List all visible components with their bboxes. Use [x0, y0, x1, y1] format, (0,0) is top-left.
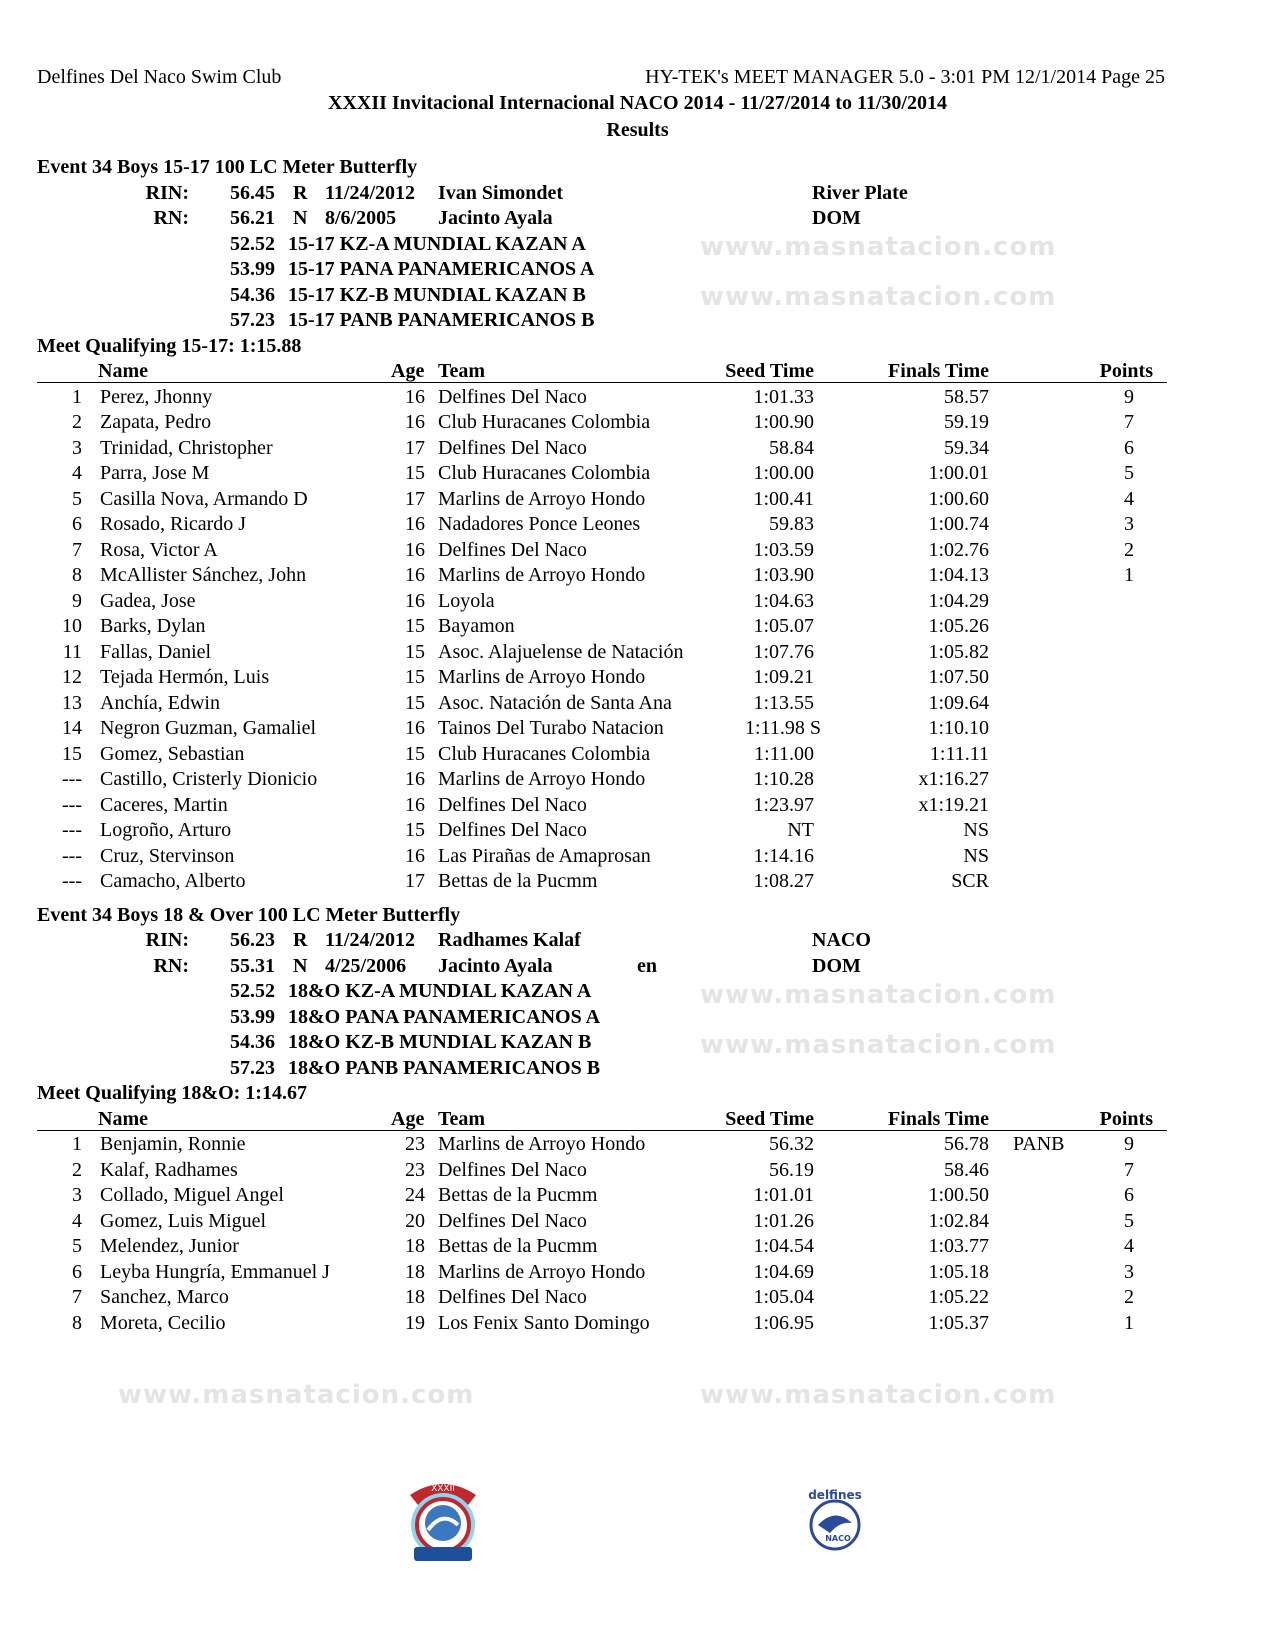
points: 7 [1124, 1158, 1134, 1181]
standard-desc: 18&O PANA PANAMERICANOS A [288, 1005, 601, 1028]
finals-time: 59.34 [944, 436, 989, 459]
swimmer-name: Kalaf, Radhames [100, 1158, 238, 1181]
swimmer-name: Casilla Nova, Armando D [100, 487, 308, 510]
swimmer-name: Perez, Jhonny [100, 385, 213, 408]
points: 1 [1124, 564, 1134, 586]
age: 18 [405, 1235, 425, 1257]
seed-time: 1:11.98 S [745, 717, 821, 739]
result-row [0, 1133, 1275, 1158]
seed-time: NT [787, 819, 814, 841]
finals-time: 1:07.50 [928, 666, 989, 688]
svg-text:delfines: delfines [808, 1488, 862, 1502]
record-holder: Radhames Kalaf [438, 929, 581, 951]
col-age: Age [391, 360, 425, 382]
finals-time: 1:04.13 [928, 564, 989, 586]
swimmer-name: Parra, Jose M [100, 462, 210, 484]
finals-time: 1:09.64 [928, 691, 989, 714]
team: Delfines Del Naco [438, 1286, 587, 1308]
age: 16 [405, 793, 425, 816]
swimmer-name: Negron Guzman, Gamaliel [100, 717, 317, 739]
age: 16 [405, 589, 425, 612]
result-row [0, 386, 1275, 411]
result-row [0, 666, 1275, 691]
result-row [0, 1286, 1275, 1311]
age: 17 [405, 436, 425, 459]
standard-desc: 15-17 PANA PANAMERICANOS A [288, 258, 595, 280]
record-team: NACO [812, 929, 871, 951]
finals-time: 1:04.29 [928, 589, 989, 612]
team: Delfines Del Naco [438, 436, 587, 459]
swimmer-name: Rosado, Ricardo J [100, 513, 247, 535]
age: 16 [405, 717, 425, 739]
place: 5 [72, 487, 82, 510]
result-row [0, 845, 1275, 870]
points: 6 [1124, 436, 1134, 459]
seed-time: 1:01.26 [753, 1209, 814, 1232]
place: 2 [72, 1158, 82, 1181]
place: 3 [72, 436, 82, 459]
result-row [0, 870, 1275, 895]
result-row [0, 743, 1275, 768]
age: 20 [405, 1209, 425, 1232]
age: 17 [405, 870, 425, 892]
place: 11 [62, 640, 82, 663]
result-row [0, 794, 1275, 819]
team: Bettas de la Pucmm [438, 870, 598, 892]
age: 15 [405, 462, 425, 484]
finals-time: 56.78 [944, 1133, 989, 1155]
finals-time: 1:00.74 [928, 513, 989, 535]
age: 23 [405, 1133, 425, 1155]
finals-time: 1:00.01 [928, 462, 989, 484]
finals-time: 1:11.11 [929, 742, 989, 765]
finals-time: NS [963, 819, 989, 841]
place: --- [62, 768, 82, 790]
swimmer-name: Gomez, Sebastian [100, 742, 245, 765]
swimmer-name: Caceres, Martin [100, 793, 228, 816]
points: 6 [1124, 1184, 1134, 1206]
age: 16 [405, 411, 425, 433]
finals-time: 1:02.84 [928, 1209, 989, 1232]
age: 15 [405, 615, 425, 637]
record-label: RN: [153, 207, 189, 229]
place: 1 [72, 1133, 82, 1155]
result-row [0, 513, 1275, 538]
seed-time: 1:03.90 [753, 564, 814, 586]
standard-time: 52.52 [230, 232, 275, 255]
swimmer-name: Sanchez, Marco [100, 1286, 229, 1308]
place: 4 [72, 1209, 82, 1232]
software-info: HY-TEK's MEET MANAGER 5.0 - 3:01 PM 12/1/2014 Page 25 [645, 66, 1165, 88]
standard-desc: 15-17 PANB PANAMERICANOS B [288, 309, 595, 331]
result-row [0, 488, 1275, 513]
result-row [0, 564, 1275, 589]
place: 6 [72, 1260, 82, 1283]
record-code: N [293, 207, 308, 229]
seed-time: 1:23.97 [753, 793, 814, 816]
result-row [0, 590, 1275, 615]
result-row [0, 539, 1275, 564]
team: Asoc. Alajuelense de Natación [438, 640, 684, 663]
place: 3 [72, 1184, 82, 1206]
points: 5 [1124, 462, 1134, 484]
points: 4 [1124, 1235, 1134, 1257]
swimmer-name: Collado, Miguel Angel [100, 1184, 284, 1206]
finals-time: 1:00.50 [928, 1184, 989, 1206]
team: Delfines Del Naco [438, 538, 587, 561]
seed-time: 1:01.33 [753, 385, 814, 408]
swimmer-name: Barks, Dylan [100, 615, 206, 637]
age: 16 [405, 844, 425, 867]
watermark: www.masnatacion.com [700, 282, 1057, 312]
record-time: 55.31 [230, 954, 275, 977]
result-row [0, 1312, 1275, 1337]
col-seed-time: Seed Time [725, 1107, 814, 1130]
finals-time: 58.46 [944, 1158, 989, 1181]
record-extra: en [637, 954, 657, 977]
team: Club Huracanes Colombia [438, 462, 651, 484]
col-points: Points [1099, 1107, 1153, 1130]
swimmer-name: Moreta, Cecilio [100, 1311, 226, 1334]
team: Club Huracanes Colombia [438, 411, 651, 433]
place: --- [62, 793, 82, 816]
seed-time: 1:14.16 [753, 844, 814, 867]
result-row [0, 1235, 1275, 1260]
age: 16 [405, 513, 425, 535]
finals-time: 1:05.37 [928, 1311, 989, 1334]
seed-time: 1:04.69 [753, 1260, 814, 1283]
swimmer-name: Gomez, Luis Miguel [100, 1209, 267, 1232]
record-code: N [293, 954, 308, 977]
team: Bettas de la Pucmm [438, 1235, 598, 1257]
seed-time: 1:06.95 [753, 1311, 814, 1334]
team: Club Huracanes Colombia [438, 742, 651, 765]
points: 4 [1124, 487, 1134, 510]
record-holder: Jacinto Ayala [438, 954, 553, 977]
swimmer-name: McAllister Sánchez, John [100, 564, 307, 586]
result-row [0, 1184, 1275, 1209]
place: 6 [72, 513, 82, 535]
finals-time: 1:00.60 [928, 487, 989, 510]
team: Delfines Del Naco [438, 793, 587, 816]
seed-time: 56.19 [769, 1158, 814, 1181]
record-date: 11/24/2012 [325, 929, 416, 951]
result-row [0, 1210, 1275, 1235]
result-row [0, 768, 1275, 793]
result-row [0, 641, 1275, 666]
finals-time: 1:02.76 [928, 538, 989, 561]
standard-time: 53.99 [230, 258, 275, 280]
standard-time: 52.52 [230, 980, 275, 1002]
meet-logo [398, 1475, 488, 1573]
finals-time: 1:05.82 [928, 640, 989, 663]
swimmer-name: Melendez, Junior [100, 1235, 239, 1257]
swimmer-name: Rosa, Victor A [100, 538, 218, 561]
swimmer-name: Trinidad, Christopher [100, 436, 273, 459]
seed-time: 1:01.01 [753, 1184, 814, 1206]
points: 7 [1124, 411, 1134, 433]
place: 10 [62, 615, 82, 637]
place: 14 [62, 717, 82, 739]
age: 16 [405, 564, 425, 586]
points: 9 [1124, 385, 1134, 408]
place: 7 [72, 1286, 82, 1308]
team: Asoc. Natación de Santa Ana [438, 691, 672, 714]
finals-time: NS [963, 844, 989, 867]
age: 23 [405, 1158, 425, 1181]
results-heading: Results [606, 119, 669, 141]
seed-time: 1:09.21 [753, 666, 814, 688]
team: Marlins de Arroyo Hondo [438, 564, 646, 586]
record-team: DOM [812, 207, 861, 229]
result-row [0, 1261, 1275, 1286]
seed-time: 1:03.59 [753, 538, 814, 561]
seed-time: 1:08.27 [753, 870, 814, 892]
swimmer-name: Camacho, Alberto [100, 870, 246, 892]
place: 15 [62, 742, 82, 765]
points: 9 [1124, 1133, 1134, 1155]
place: 9 [72, 589, 82, 612]
seed-time: 56.32 [769, 1133, 814, 1155]
age: 15 [405, 691, 425, 714]
place: --- [62, 844, 82, 867]
standard-desc: 15-17 KZ-B MUNDIAL KAZAN B [288, 283, 586, 306]
finals-time: 1:05.26 [928, 615, 989, 637]
record-time: 56.23 [230, 929, 275, 951]
record-date: 4/25/2006 [325, 954, 407, 977]
points: 2 [1124, 538, 1134, 561]
swimmer-name: Zapata, Pedro [100, 411, 212, 433]
record-time: 56.45 [230, 181, 275, 204]
team: Delfines Del Naco [438, 1209, 587, 1232]
col-points: Points [1099, 360, 1153, 382]
finals-time: x1:19.21 [918, 793, 989, 816]
seed-time: 1:10.28 [753, 768, 814, 790]
age: 15 [405, 666, 425, 688]
col-finals-time: Finals Time [888, 1107, 989, 1130]
record-code: R [293, 929, 308, 951]
team: Marlins de Arroyo Hondo [438, 1133, 646, 1155]
standard-time: 54.36 [230, 283, 275, 306]
place: --- [62, 819, 82, 841]
age: 15 [405, 819, 425, 841]
qualifying-time: Meet Qualifying 15-17: 1:15.88 [37, 334, 302, 357]
col-team: Team [438, 1107, 486, 1130]
result-row [0, 615, 1275, 640]
team: Marlins de Arroyo Hondo [438, 768, 646, 790]
age: 16 [405, 538, 425, 561]
swimmer-name: Castillo, Cristerly Dionicio [100, 768, 318, 790]
svg-text:NACO: NACO [825, 1534, 851, 1543]
swimmer-name: Logroño, Arturo [100, 819, 232, 841]
seed-time: 1:13.55 [753, 691, 814, 714]
place: 4 [72, 462, 82, 484]
finals-time: SCR [951, 870, 989, 892]
swimmer-name: Gadea, Jose [100, 589, 196, 612]
standard-desc: 15-17 KZ-A MUNDIAL KAZAN A [288, 232, 586, 255]
result-row [0, 462, 1275, 487]
standard-time: 54.36 [230, 1031, 275, 1053]
swimmer-name: Leyba Hungría, Emmanuel J [100, 1260, 330, 1283]
qualifying-time: Meet Qualifying 18&O: 1:14.67 [37, 1082, 307, 1104]
age: 18 [405, 1286, 425, 1308]
col-name: Name [98, 360, 148, 382]
record-team: DOM [812, 954, 861, 977]
finals-time: 1:10.10 [928, 717, 989, 739]
age: 15 [405, 640, 425, 663]
team: Nadadores Ponce Leones [438, 513, 641, 535]
record-label: RN: [153, 954, 189, 977]
result-row [0, 437, 1275, 462]
team: Tainos Del Turabo Natacion [438, 717, 664, 739]
record-time: 56.21 [230, 207, 275, 229]
place: 1 [72, 385, 82, 408]
record-team: River Plate [812, 181, 908, 204]
col-seed-time: Seed Time [725, 360, 814, 382]
team: Delfines Del Naco [438, 819, 587, 841]
place: 12 [62, 666, 82, 688]
team: Delfines Del Naco [438, 385, 587, 408]
seed-time: 1:05.07 [753, 615, 814, 637]
meet-title: XXXII Invitacional Internacional NACO 2014 - 11/27/2014 to 11/30/2014 [328, 92, 947, 114]
place: --- [62, 870, 82, 892]
team: Los Fenix Santo Domingo [438, 1311, 650, 1334]
col-name: Name [98, 1107, 148, 1130]
record-code: R [293, 181, 308, 204]
points: 3 [1124, 1260, 1134, 1283]
seed-time: 1:04.63 [753, 589, 814, 612]
col-age: Age [391, 1107, 425, 1130]
age: 16 [405, 768, 425, 790]
record-holder: Jacinto Ayala [438, 207, 553, 229]
record-label: RIN: [145, 929, 189, 951]
result-row [0, 1159, 1275, 1184]
finals-time: 1:05.22 [928, 1286, 989, 1308]
finals-time: x1:16.27 [918, 768, 989, 790]
finals-time: 1:03.77 [928, 1235, 989, 1257]
col-team: Team [438, 360, 486, 382]
age: 15 [405, 742, 425, 765]
finals-time: 58.57 [944, 385, 989, 408]
team: Bettas de la Pucmm [438, 1184, 598, 1206]
seed-time: 1:11.00 [754, 742, 814, 765]
finals-time: 59.19 [944, 411, 989, 433]
seed-time: 1:00.90 [753, 411, 814, 433]
swimmer-name: Benjamin, Ronnie [100, 1133, 246, 1155]
svg-text:XXXII: XXXII [431, 1484, 455, 1494]
standard-desc: 18&O KZ-B MUNDIAL KAZAN B [288, 1031, 592, 1053]
points: 5 [1124, 1209, 1134, 1232]
place: 13 [62, 691, 82, 714]
seed-time: 1:07.76 [753, 640, 814, 663]
record-date: 8/6/2005 [325, 207, 397, 229]
qualifier: PANB [1013, 1133, 1065, 1155]
age: 24 [405, 1184, 425, 1206]
age: 17 [405, 487, 425, 510]
seed-time: 59.83 [769, 513, 814, 535]
team: Delfines Del Naco [438, 1158, 587, 1181]
seed-time: 58.84 [769, 436, 814, 459]
club-logo [800, 1485, 870, 1561]
event-title: Event 34 Boys 18 & Over 100 LC Meter Butterfly [37, 903, 461, 926]
swimmer-name: Tejada Hermón, Luis [100, 666, 270, 688]
result-row [0, 411, 1275, 436]
place: 5 [72, 1235, 82, 1257]
record-holder: Ivan Simondet [438, 181, 564, 204]
points: 1 [1124, 1311, 1134, 1334]
standard-time: 57.23 [230, 309, 275, 331]
standard-desc: 18&O PANB PANAMERICANOS B [288, 1056, 601, 1079]
place: 8 [72, 564, 82, 586]
seed-time: 1:00.00 [753, 462, 814, 484]
points: 2 [1124, 1286, 1134, 1308]
record-label: RIN: [145, 181, 189, 204]
seed-time: 1:05.04 [753, 1286, 814, 1308]
team: Marlins de Arroyo Hondo [438, 487, 646, 510]
standard-time: 57.23 [230, 1056, 275, 1079]
points: 3 [1124, 513, 1134, 535]
watermark: www.masnatacion.com [700, 1030, 1057, 1060]
seed-time: 1:04.54 [753, 1235, 814, 1257]
team: Marlins de Arroyo Hondo [438, 1260, 646, 1283]
result-row [0, 692, 1275, 717]
team: Marlins de Arroyo Hondo [438, 666, 646, 688]
place: 8 [72, 1311, 82, 1334]
club-name: Delfines Del Naco Swim Club [37, 66, 282, 88]
swimmer-name: Fallas, Daniel [100, 640, 212, 663]
swimmer-name: Anchía, Edwin [100, 691, 220, 714]
swimmer-name: Cruz, Stervinson [100, 844, 235, 867]
age: 19 [405, 1311, 425, 1334]
team: Loyola [438, 589, 495, 612]
place: 7 [72, 538, 82, 561]
standard-time: 53.99 [230, 1005, 275, 1028]
event-title: Event 34 Boys 15-17 100 LC Meter Butterfly [37, 156, 418, 178]
watermark: www.masnatacion.com [118, 1380, 475, 1410]
result-row [0, 819, 1275, 844]
record-date: 11/24/2012 [325, 181, 416, 204]
finals-time: 1:05.18 [928, 1260, 989, 1283]
watermark: www.masnatacion.com [700, 980, 1057, 1010]
col-finals-time: Finals Time [888, 360, 989, 382]
seed-time: 1:00.41 [753, 487, 814, 510]
standard-desc: 18&O KZ-A MUNDIAL KAZAN A [288, 980, 592, 1002]
age: 16 [405, 385, 425, 408]
result-row [0, 717, 1275, 742]
team: Las Pirañas de Amaprosan [438, 844, 651, 867]
header-rule [37, 1130, 1167, 1131]
watermark: www.masnatacion.com [700, 1380, 1057, 1410]
team: Bayamon [438, 615, 515, 637]
header-rule [37, 382, 1167, 383]
place: 2 [72, 411, 82, 433]
age: 18 [405, 1260, 425, 1283]
watermark: www.masnatacion.com [700, 232, 1057, 262]
